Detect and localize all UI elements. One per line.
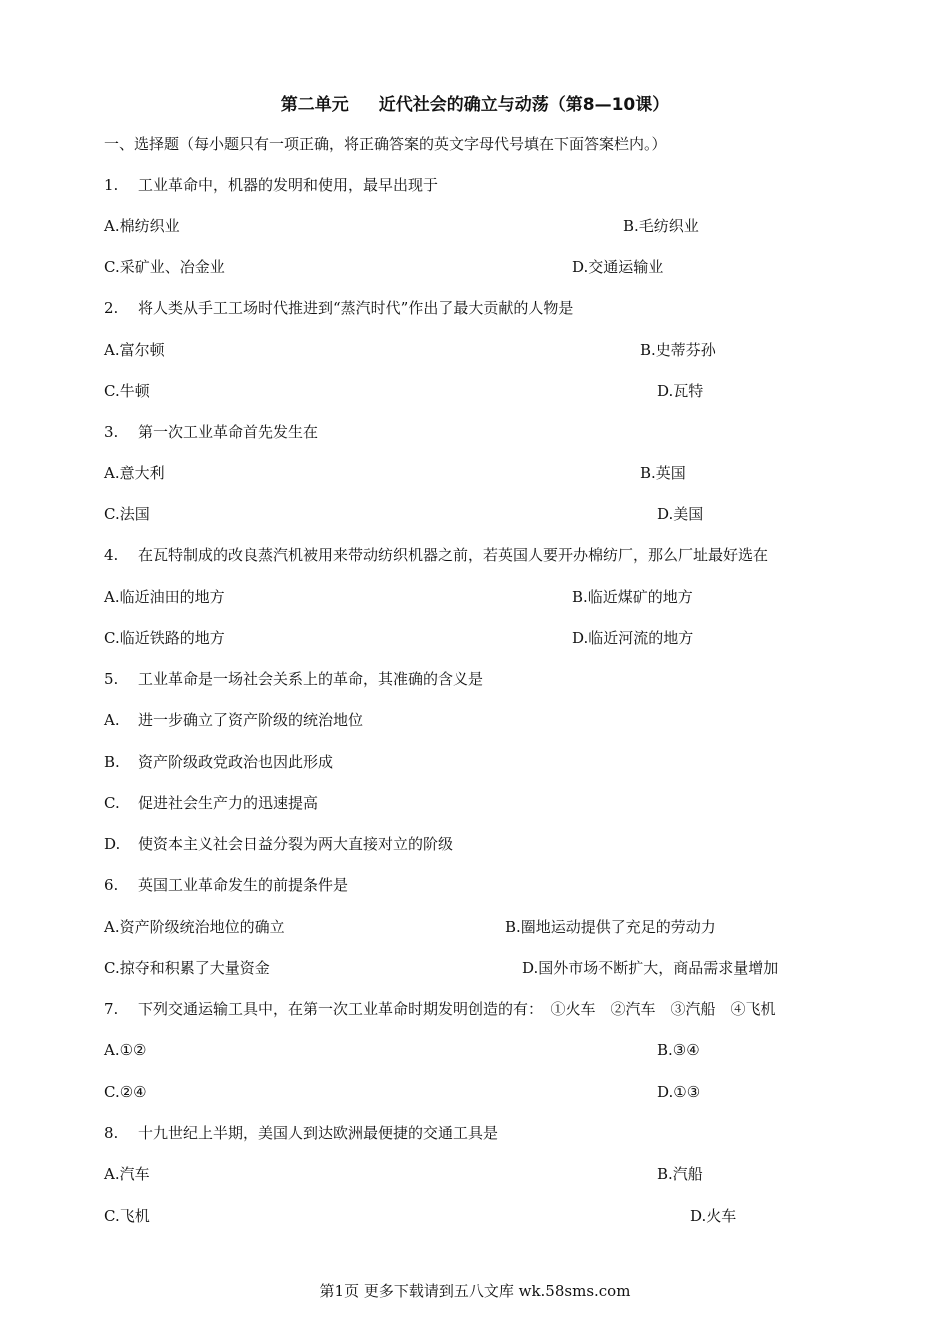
option-d: D.火车 (690, 1207, 737, 1225)
option-d: D.临近河流的地方 (572, 629, 694, 647)
option-b: B.临近煤矿的地方 (572, 588, 693, 606)
question-text: 在瓦特制成的改良蒸汽机被用来带动纺织机器之前，若英国人要开办棉纺厂，那么厂址最好选在 (138, 546, 769, 564)
option-d: D.瓦特 (657, 382, 704, 400)
option-d (104, 834, 453, 854)
option-letter: A. (104, 711, 120, 729)
question-number: 3. (104, 423, 119, 441)
option-b: B.史蒂芬孙 (640, 341, 716, 359)
option-c: C.②④ (104, 1083, 147, 1101)
option-a: A.富尔顿 (104, 341, 165, 359)
option-b: B.英国 (640, 464, 686, 482)
question-text: 十九世纪上半期，美国人到达欧洲最便捷的交通工具是 (138, 1124, 499, 1142)
question-6 (104, 875, 348, 895)
option-letter: B. (104, 753, 120, 771)
option-text: 进一步确立了资产阶级的统治地位 (138, 711, 364, 729)
unit-topic: 近代社会的确立与动荡（第8—10课） (378, 95, 670, 115)
question-7 (104, 999, 776, 1019)
option-letter: C. (104, 794, 120, 812)
question-number: 4. (104, 546, 119, 564)
option-a: A.汽车 (104, 1165, 150, 1183)
question-text: 下列交通运输工具中，在第一次工业革命时期发明创造的有： ①火车 ②汽车 ③汽船 ④飞机 (138, 1000, 776, 1018)
option-b: B.③④ (657, 1041, 700, 1059)
question-2 (104, 298, 573, 318)
question-text: 第一次工业革命首先发生在 (138, 423, 319, 441)
question-text: 工业革命是一场社会关系上的革命，其准确的含义是 (138, 670, 484, 688)
option-a: A.临近油田的地方 (104, 588, 225, 606)
question-3 (104, 422, 318, 442)
option-b: B.毛纺织业 (623, 217, 699, 235)
option-a: A.①② (104, 1041, 147, 1059)
option-b: B.汽船 (657, 1165, 703, 1183)
option-a (104, 710, 363, 730)
page-title (0, 90, 950, 115)
option-a: A.棉纺织业 (104, 217, 180, 235)
option-text: 资产阶级政党政治也因此形成 (138, 753, 334, 771)
option-c: C.法国 (104, 505, 150, 523)
question-number: 7. (104, 1000, 119, 1018)
option-a: A.意大利 (104, 464, 165, 482)
option-d: D.交通运输业 (572, 258, 664, 276)
option-d: D.①③ (657, 1083, 701, 1101)
question-8 (104, 1123, 498, 1143)
option-c: C.飞机 (104, 1207, 150, 1225)
question-1 (104, 175, 438, 195)
question-4 (104, 545, 768, 565)
option-c: C.临近铁路的地方 (104, 629, 225, 647)
question-text: 英国工业革命发生的前提条件是 (138, 876, 349, 894)
question-text: 将人类从手工工场时代推进到“蒸汽时代”作出了最大贡献的人物是 (138, 299, 574, 317)
question-5 (104, 669, 483, 689)
question-text: 工业革命中，机器的发明和使用，最早出现于 (138, 176, 439, 194)
option-d: D.美国 (657, 505, 704, 523)
option-c: C.牛顿 (104, 382, 150, 400)
option-b: B.圈地运动提供了充足的劳动力 (505, 918, 716, 936)
question-number: 6. (104, 876, 119, 894)
option-b (104, 752, 333, 772)
option-d: D.国外市场不断扩大，商品需求量增加 (522, 959, 779, 977)
unit-label: 第二单元 (280, 95, 349, 115)
question-number: 8. (104, 1124, 119, 1142)
option-text: 促进社会生产力的迅速提高 (138, 794, 319, 812)
section-instruction: 一、选择题（每小题只有一项正确，将正确答案的英文字母代号填在下面答案栏内。） (104, 135, 667, 153)
option-text: 使资本主义社会日益分裂为两大直接对立的阶级 (138, 835, 454, 853)
option-letter: D. (104, 835, 121, 853)
question-number: 1. (104, 176, 119, 194)
question-number: 2. (104, 299, 119, 317)
option-c: C.掠夺和积累了大量资金 (104, 959, 270, 977)
option-c (104, 793, 318, 813)
page-footer: 第1页 更多下载请到五八文库 wk.58sms.com (319, 1282, 631, 1300)
option-c: C.采矿业、冶金业 (104, 258, 225, 276)
option-a: A.资产阶级统治地位的确立 (104, 918, 285, 936)
question-number: 5. (104, 670, 119, 688)
